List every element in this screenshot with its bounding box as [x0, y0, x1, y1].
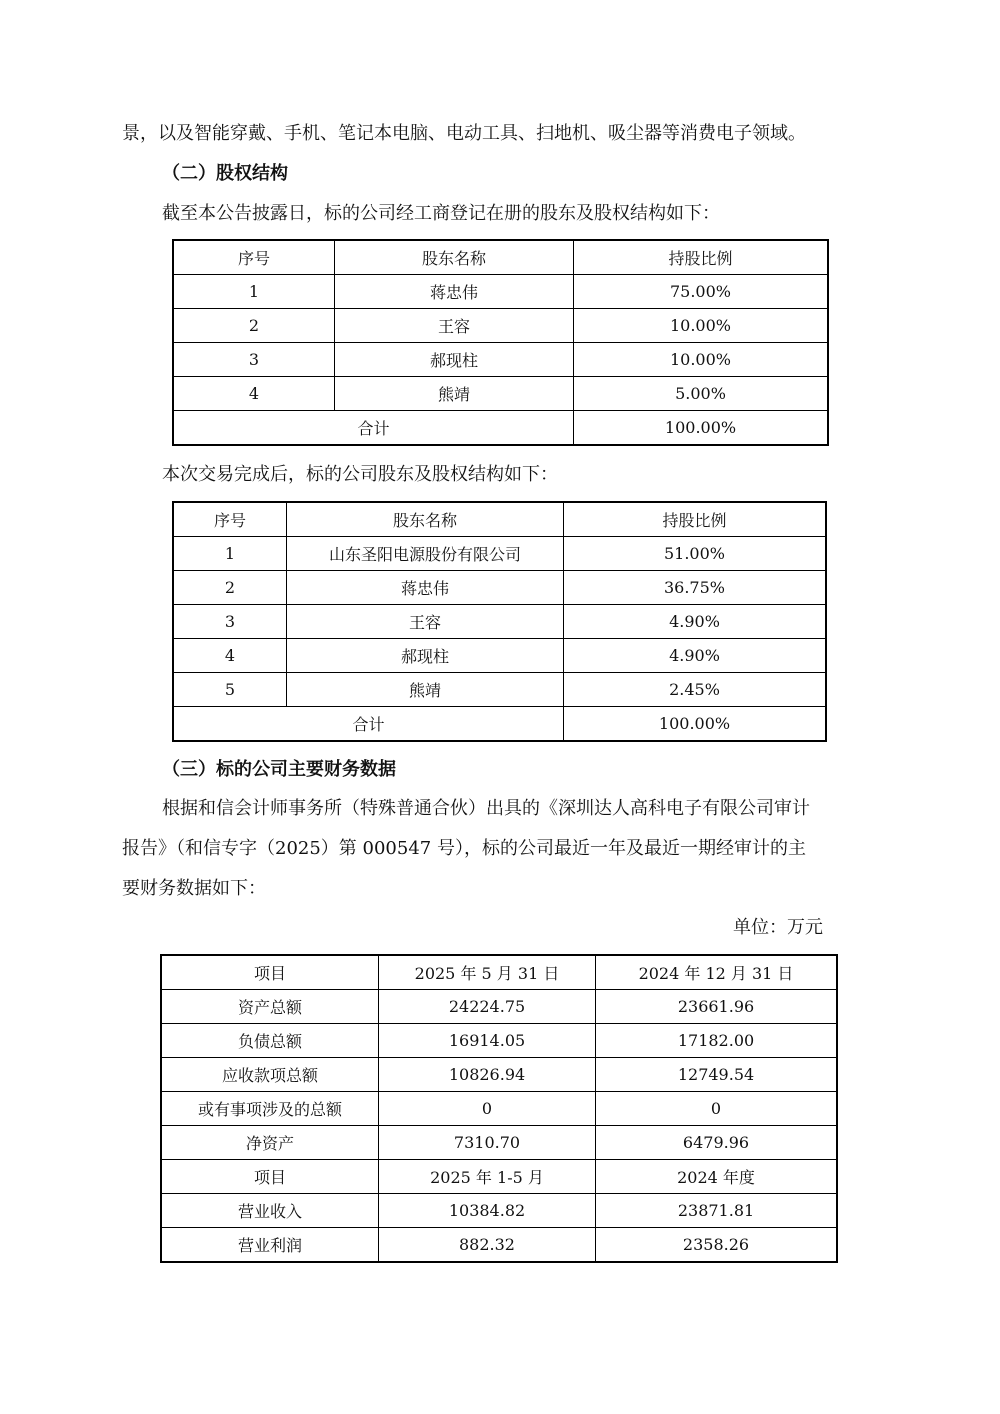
- table-header-row: [173, 240, 828, 275]
- equity-table-current: [172, 239, 829, 446]
- equity-table-after: [172, 501, 827, 742]
- table-cell: 王容: [287, 605, 564, 639]
- table-cell: 蒋忠伟: [287, 571, 564, 605]
- header-cell: 股东名称: [287, 502, 564, 537]
- table-cell: 882.32: [379, 1228, 596, 1263]
- table-cell: 2024 年 12 月 31 日: [596, 955, 838, 990]
- table-cell: 75.00%: [574, 275, 829, 309]
- table-row: [173, 605, 826, 639]
- table-cell: 10.00%: [574, 309, 829, 343]
- table-row: [161, 955, 837, 990]
- table-cell: 10.00%: [574, 343, 829, 377]
- table-cell: 2: [173, 571, 287, 605]
- equity-intro-text: 截至本公告披露日，标的公司经工商登记在册的股东及股权结构如下：: [162, 203, 720, 224]
- paragraph-continuation: 景，以及智能穿戴、手机、笔记本电脑、电动工具、扫地机、吸尘器等消费电子领域。: [122, 123, 806, 144]
- table-row: [161, 1160, 837, 1194]
- table-cell: 熊靖: [287, 673, 564, 707]
- table-cell: 0: [379, 1092, 596, 1126]
- table-cell: 2358.26: [596, 1228, 838, 1263]
- header-cell: 序号: [173, 240, 335, 275]
- section-heading-financials: （三）标的公司主要财务数据: [162, 759, 396, 780]
- table-cell: 51.00%: [564, 537, 827, 571]
- financial-data-table: [160, 954, 838, 1263]
- table-cell: 3: [173, 343, 335, 377]
- table-row: [173, 639, 826, 673]
- table-row: [173, 343, 828, 377]
- table-row: [173, 275, 828, 309]
- table-cell: 4: [173, 377, 335, 411]
- financials-para-line-2: 报告》（和信专字（2025）第 000547 号），标的公司最近一年及最近一期经审计的主: [122, 838, 806, 859]
- table-cell: 36.75%: [564, 571, 827, 605]
- table-cell: 10384.82: [379, 1194, 596, 1228]
- table-header-row: [173, 502, 826, 537]
- table-cell: 4: [173, 639, 287, 673]
- table-total-row: [173, 411, 828, 446]
- table-cell: 净资产: [161, 1126, 379, 1160]
- table-cell: 营业收入: [161, 1194, 379, 1228]
- table-cell: 24224.75: [379, 990, 596, 1024]
- table-cell: 负债总额: [161, 1024, 379, 1058]
- table-cell: 5: [173, 673, 287, 707]
- table-cell: 山东圣阳电源股份有限公司: [287, 537, 564, 571]
- table-row: [173, 377, 828, 411]
- table-cell: 17182.00: [596, 1024, 838, 1058]
- table-row: [173, 537, 826, 571]
- section-heading-equity: （二）股权结构: [162, 163, 288, 184]
- table-cell: 营业利润: [161, 1228, 379, 1263]
- table-cell: 项目: [161, 1160, 379, 1194]
- table-row: [161, 990, 837, 1024]
- table-cell: 10826.94: [379, 1058, 596, 1092]
- table-cell: 郝现柱: [287, 639, 564, 673]
- table-cell: 2.45%: [564, 673, 827, 707]
- total-label: 合计: [173, 707, 564, 742]
- financials-para-line-1: 根据和信会计师事务所（特殊普通合伙）出具的《深圳达人高科电子有限公司审计: [162, 798, 810, 819]
- total-value: 100.00%: [574, 411, 829, 446]
- table-cell: 2: [173, 309, 335, 343]
- table-cell: 4.90%: [564, 639, 827, 673]
- header-cell: 持股比例: [574, 240, 829, 275]
- table-cell: 4.90%: [564, 605, 827, 639]
- table-cell: 6479.96: [596, 1126, 838, 1160]
- table-cell: 3: [173, 605, 287, 639]
- table-cell: 蒋忠伟: [335, 275, 574, 309]
- table-row: [161, 1092, 837, 1126]
- table-row: [161, 1058, 837, 1092]
- table-cell: 应收款项总额: [161, 1058, 379, 1092]
- table-cell: 熊靖: [335, 377, 574, 411]
- table-cell: 23871.81: [596, 1194, 838, 1228]
- table-cell: 1: [173, 537, 287, 571]
- table-cell: 5.00%: [574, 377, 829, 411]
- table-cell: 7310.70: [379, 1126, 596, 1160]
- table-row: [161, 1024, 837, 1058]
- table-row: [173, 309, 828, 343]
- table-cell: 0: [596, 1092, 838, 1126]
- table-cell: 或有事项涉及的总额: [161, 1092, 379, 1126]
- unit-label: 单位：万元: [733, 917, 823, 938]
- post-transaction-intro: 本次交易完成后，标的公司股东及股权结构如下：: [162, 464, 558, 485]
- financials-para-line-3: 要财务数据如下：: [122, 878, 266, 899]
- table-total-row: [173, 707, 826, 742]
- header-cell: 股东名称: [335, 240, 574, 275]
- table-cell: 23661.96: [596, 990, 838, 1024]
- table-cell: 2025 年 5 月 31 日: [379, 955, 596, 990]
- header-cell: 序号: [173, 502, 287, 537]
- table-row: [173, 673, 826, 707]
- table-row: [161, 1126, 837, 1160]
- table-cell: 资产总额: [161, 990, 379, 1024]
- header-cell: 持股比例: [564, 502, 827, 537]
- table-cell: 1: [173, 275, 335, 309]
- table-row: [161, 1228, 837, 1263]
- table-row: [173, 571, 826, 605]
- table-cell: 王容: [335, 309, 574, 343]
- table-row: [161, 1194, 837, 1228]
- table-cell: 项目: [161, 955, 379, 990]
- table-cell: 12749.54: [596, 1058, 838, 1092]
- table-cell: 2025 年 1-5 月: [379, 1160, 596, 1194]
- table-cell: 2024 年度: [596, 1160, 838, 1194]
- total-label: 合计: [173, 411, 574, 446]
- table-cell: 16914.05: [379, 1024, 596, 1058]
- total-value: 100.00%: [564, 707, 827, 742]
- table-cell: 郝现柱: [335, 343, 574, 377]
